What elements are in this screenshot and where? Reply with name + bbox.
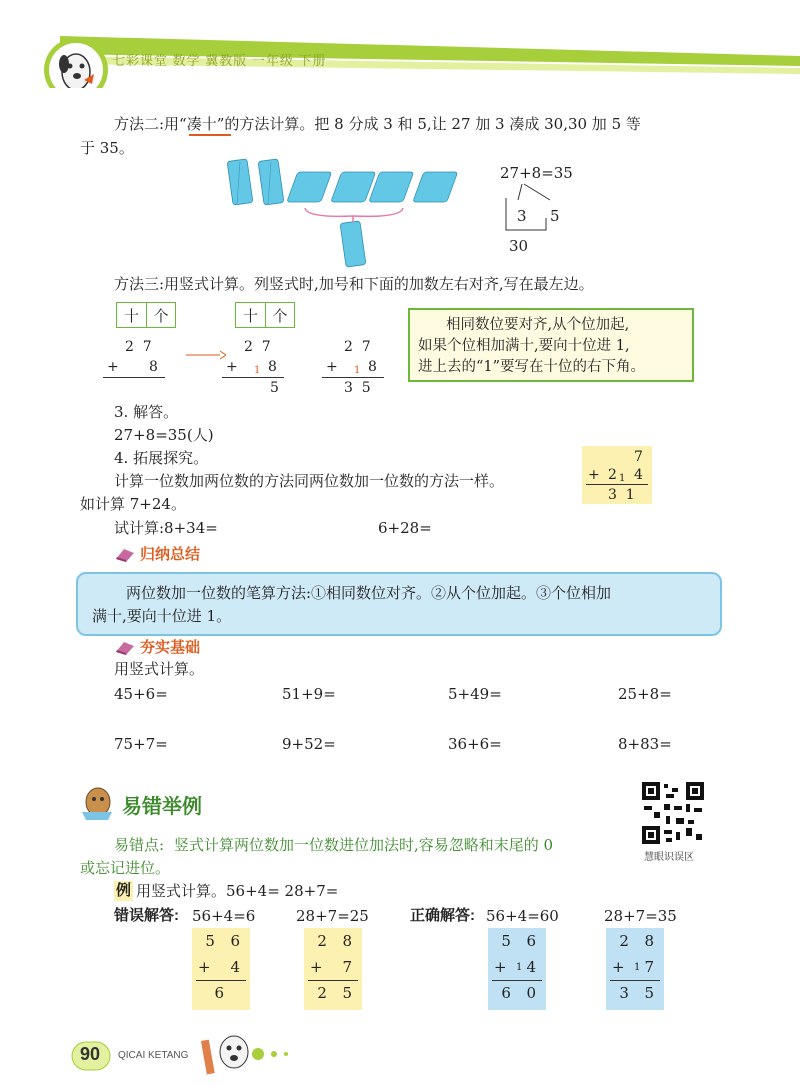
v2-top: 2 7 — [244, 339, 271, 355]
method2-line1: 方法二:用“凑十”的方法计算。把 8 分成 3 和 5,让 27 加 3 凑成 30,30 加 5 等 — [114, 115, 641, 133]
practice-item: 25+8= — [618, 685, 672, 703]
v2-result: 5 — [270, 380, 279, 396]
rv2-top: 2 8 — [619, 932, 656, 950]
book-icon — [114, 638, 136, 656]
v3-plus: + — [326, 359, 338, 375]
example-text: 用竖式计算。56+4= 28+7= — [136, 882, 339, 900]
right-label: 正确解答: — [410, 907, 475, 924]
rv2-add: 7 — [644, 958, 656, 976]
practice-item: 51+9= — [282, 685, 336, 703]
rv1-res: 6 0 — [501, 984, 538, 1002]
ev-ones: 4 — [634, 467, 643, 483]
place-value-grid-2 — [235, 302, 295, 328]
explore-label: 4. 拓展探究。 — [114, 449, 209, 467]
mistake-point-text: 竖式计算两位数加一位数进位加法时,容易忽略和末尾的 0 — [174, 836, 554, 854]
underline — [189, 134, 231, 136]
try-label: 试计算:8+34= — [114, 519, 218, 537]
split-b: 5 — [550, 207, 560, 225]
example-label: 例 — [116, 882, 132, 899]
v2-line — [222, 377, 284, 378]
method3-text: 方法三:用竖式计算。列竖式时,加号和下面的加数左右对齐,写在最左边。 — [114, 275, 594, 293]
wv1-res: 6 — [214, 984, 226, 1002]
v3-addend: 8 — [368, 359, 377, 375]
practice-item: 45+6= — [114, 685, 168, 703]
wrong-eq-1: 56+4=6 — [192, 907, 256, 925]
rv2-res: 3 5 — [619, 984, 656, 1002]
try-2: 6+28= — [378, 519, 432, 537]
page-number: 90 — [80, 1044, 101, 1064]
wv1-plus: + — [198, 958, 211, 976]
mascot-dog-icon — [200, 1028, 300, 1078]
tens-label: 十 — [123, 306, 139, 325]
arrow-icon — [186, 350, 226, 360]
v3-result: 3 5 — [344, 380, 371, 396]
ev-top: 7 — [634, 449, 643, 465]
v2-addend: 8 — [268, 359, 277, 375]
method2-line2: 于 35。 — [80, 139, 134, 157]
tip-line-2: 如果个位相加满十,要向十位进 1, — [418, 338, 630, 354]
wv1-line — [196, 980, 246, 981]
rv2-carry: 1 — [634, 962, 641, 973]
wv2-res: 2 5 — [317, 984, 354, 1002]
practice-item: 8+83= — [618, 735, 672, 753]
summary-title: 归纳总结 — [140, 546, 201, 563]
right-vertical-2 — [606, 928, 664, 1010]
ev-result: 3 1 — [608, 487, 635, 503]
tip-line-1: 相同数位要对齐,从个位加起, — [446, 317, 630, 333]
right-eq-2: 28+7=35 — [604, 907, 677, 925]
wrong-vertical-1 — [192, 928, 250, 1010]
rv1-add: 4 — [526, 958, 538, 976]
counting-sticks-illustration — [225, 152, 475, 270]
ev-plus: + — [588, 467, 600, 483]
explore-example: 如计算 7+24。 — [80, 495, 186, 513]
wv2-plus: + — [310, 958, 323, 976]
tens-label: 十 — [242, 306, 258, 325]
wrong-label: 错误解答: — [114, 907, 179, 924]
rv2-plus: + — [612, 958, 625, 976]
rv1-top: 5 6 — [501, 932, 538, 950]
wv2-add: 7 — [342, 958, 354, 976]
footer-brand: QICAI KETANG — [118, 1050, 189, 1061]
v1-top: 2 7 — [125, 339, 152, 355]
practice-title: 夯实基础 — [140, 639, 201, 656]
split-result: 30 — [509, 237, 529, 255]
rv2-line — [610, 980, 660, 981]
summary-line-1: 两位数加一位数的笔算方法:①相同数位对齐。②从个位加起。③个位相加 — [126, 584, 612, 602]
right-vertical-1 — [488, 928, 546, 1010]
mascot-icon — [78, 782, 116, 822]
right-eq-1: 56+4=60 — [486, 907, 559, 925]
v1-plus: + — [107, 359, 119, 375]
practice-item: 36+6= — [448, 735, 502, 753]
v2-carry: 1 — [254, 365, 261, 376]
wrong-vertical-2 — [304, 928, 362, 1010]
mistake-point-line2: 或忘记进位。 — [80, 859, 171, 877]
v3-line — [322, 377, 384, 378]
v3-carry: 1 — [354, 365, 361, 376]
tip-box — [408, 308, 694, 382]
mistakes-title: 易错举例 — [122, 796, 202, 818]
tip-line-3: 进上去的“1”要写在十位的右下角。 — [418, 359, 646, 375]
mistake-point-label: 易错点: — [114, 836, 165, 854]
qr-caption: 慧眼识误区 — [644, 852, 694, 863]
wv1-top: 5 6 — [205, 932, 242, 950]
answer-label: 3. 解答。 — [114, 403, 179, 421]
book-icon — [114, 545, 136, 563]
answer-eq: 27+8=35(人) — [114, 426, 214, 444]
wv1-add: 4 — [230, 958, 242, 976]
ones-label: 个 — [265, 303, 294, 327]
wv2-top: 2 8 — [317, 932, 354, 950]
method2-eq: 27+8=35 — [500, 164, 573, 182]
v1-line — [103, 377, 165, 378]
explore-vertical-box — [582, 446, 652, 504]
header-title: 七彩课堂 数学 冀教版 一年级 下册 — [112, 53, 327, 68]
practice-instruction: 用竖式计算。 — [114, 660, 205, 678]
summary-box — [76, 572, 722, 636]
rv1-plus: + — [494, 958, 507, 976]
ones-label: 个 — [146, 303, 175, 327]
v3-top: 2 7 — [344, 339, 371, 355]
rv1-carry: 1 — [516, 962, 523, 973]
ev-line — [586, 484, 648, 485]
wv2-line — [308, 980, 358, 981]
v2-plus: + — [226, 359, 238, 375]
v1-addend: 8 — [149, 359, 158, 375]
qr-code-icon[interactable] — [640, 780, 706, 846]
practice-item: 9+52= — [282, 735, 336, 753]
ev-carry: 1 — [619, 473, 626, 484]
explore-text: 计算一位数加两位数的方法同两位数加一位数的方法一样。 — [114, 472, 505, 490]
ev-tens: 2 — [608, 467, 617, 483]
wrong-eq-2: 28+7=25 — [296, 907, 369, 925]
split-a: 3 — [517, 207, 527, 225]
rv1-line — [492, 980, 542, 981]
place-value-grid-1 — [116, 302, 176, 328]
summary-line-2: 满十,要向十位进 1。 — [92, 607, 232, 625]
practice-item: 75+7= — [114, 735, 168, 753]
practice-item: 5+49= — [448, 685, 502, 703]
